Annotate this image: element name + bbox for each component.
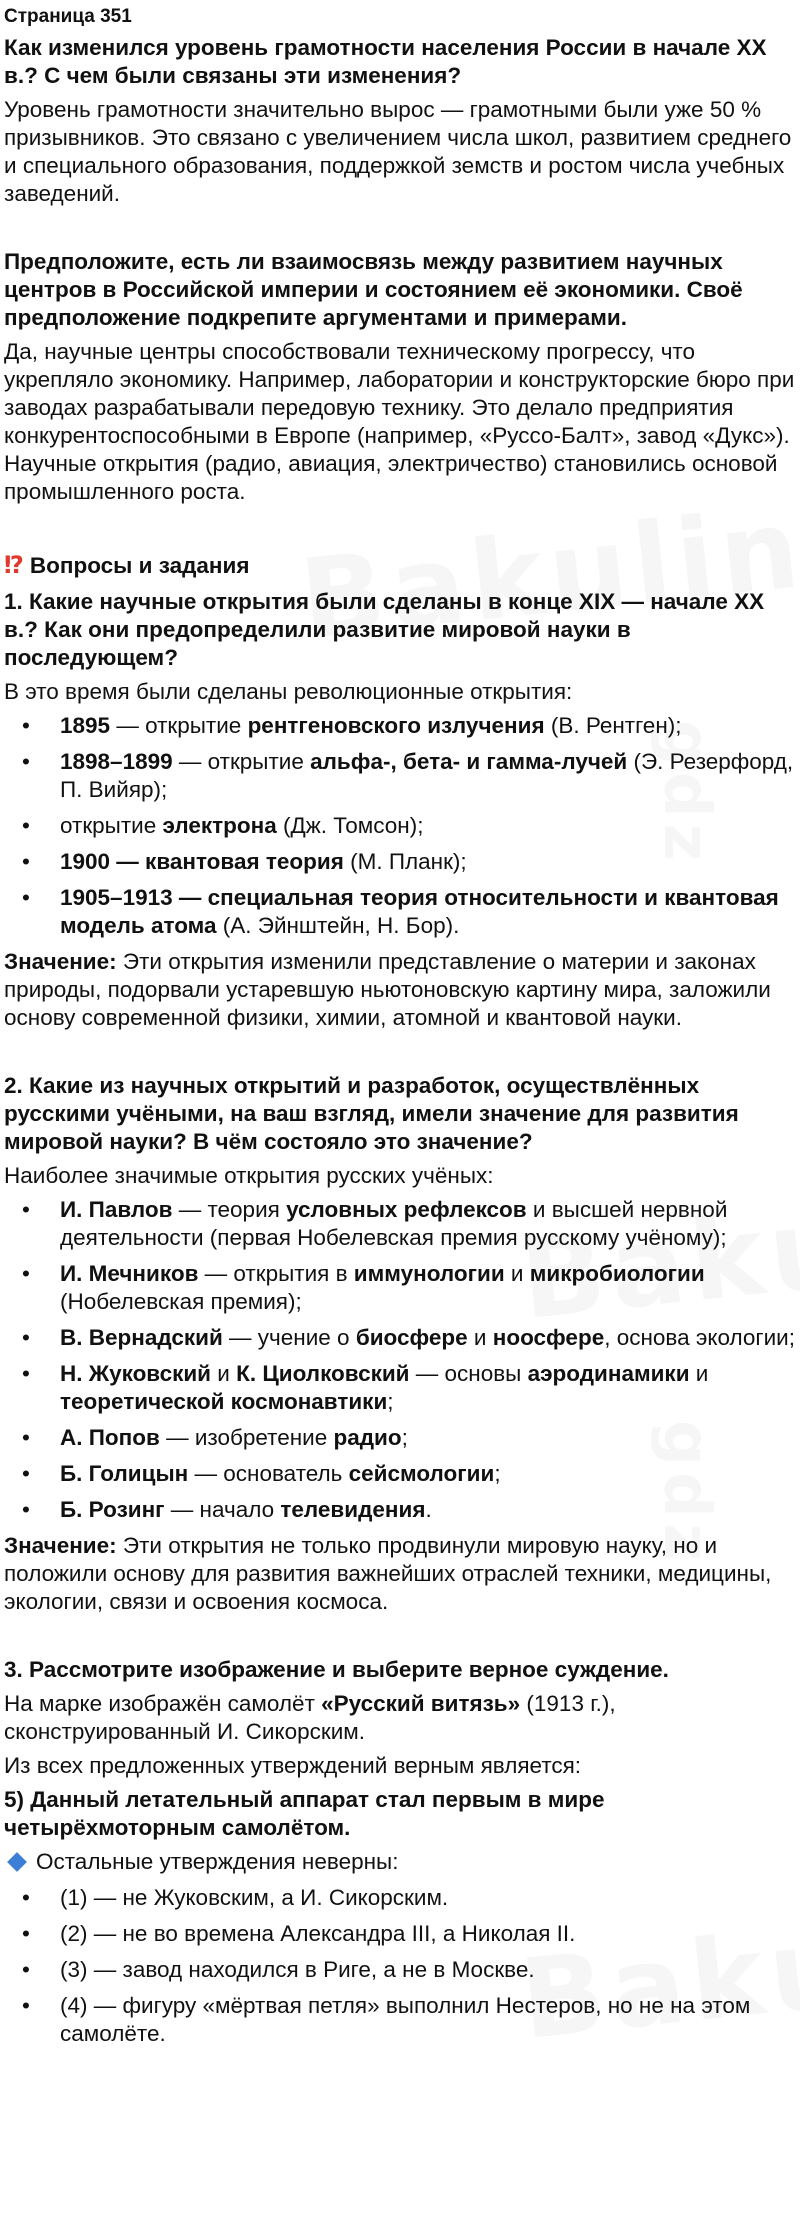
list-item: • (1) — не Жуковским, а И. Сикорским. xyxy=(22,1885,449,1910)
task1-list xyxy=(4,712,796,940)
task1-question: 1. Какие научные открытия были сделаны в конце XIX — начале XX в.? Как они предопределили развитие мировой науки в последующем? xyxy=(4,589,765,670)
blue-diamond-icon xyxy=(7,1852,27,1872)
task3-answer: 5) Данный летательный аппарат стал первым в мире четырёхмоторным самолётом. xyxy=(4,1787,605,1840)
list-item: • 1895 — открытие рентгеновского излучения (В. Рентген); xyxy=(22,713,682,738)
list-item: • Б. Розинг — начало телевидения. xyxy=(22,1497,432,1522)
task2-question: 2. Какие из научных открытий и разработок, осуществлённых русскими учёными, на ваш взгляд, имели значение для развития мировой науки? В чём состояло это значение? xyxy=(4,1073,739,1154)
exclamation-question-icon: ⁉ xyxy=(4,552,22,579)
task3-note: Остальные утверждения неверны: xyxy=(4,1848,796,1876)
intro-answer-1: Уровень грамотности значительно вырос — грамотными были уже 50 % призывников. Это связано с увеличением числа школ, развитием среднего и специального образования, поддержкой земств и ростом числа учебных заведений. xyxy=(4,97,792,206)
task3-paragraph-1: На марке изображён самолёт «Русский витязь» (1913 г.), сконструированный И. Сикорским. xyxy=(4,1691,616,1744)
list-item: • А. Попов — изобретение радио; xyxy=(22,1425,408,1450)
intro-question-2: Предположите, есть ли взаимосвязь между развитием научных центров в Российской империи и состоянием её экономики. Своё предположение подкрепите аргументами и примерами. xyxy=(4,249,743,330)
list-item: • 1905–1913 — специальная теория относительности и квантовая модель атома (А. Эйнштейн, Н. Бор). xyxy=(22,885,779,938)
list-item: • (4) — фигуру «мёртвая петля» выполнил Нестеров, но не на этом самолёте. xyxy=(22,1993,751,2046)
list-item: • 1898–1899 — открытие альфа-, бета- и гамма-лучей (Э. Резерфорд, П. Вийяр); xyxy=(22,749,794,802)
list-item: • 1900 — квантовая теория (М. Планк); xyxy=(22,849,467,874)
list-item: • В. Вернадский — учение о биосфере и ноосфере, основа экологии; xyxy=(22,1325,795,1350)
list-item: • (3) — завод находился в Риге, а не в Москве. xyxy=(22,1957,535,1982)
task1-lead: В это время были сделаны революционные открытия: xyxy=(4,679,573,704)
section-heading xyxy=(4,552,796,580)
task2-lead: Наиболее значимые открытия русских учёных: xyxy=(4,1163,494,1188)
intro-question-1: Как изменился уровень грамотности населения России в начале XX в.? С чем были связаны эти изменения? xyxy=(4,35,767,88)
task1-meaning: Значение: Эти открытия изменили представление о материи и законах природы, подорвали устаревшую ньютоновскую картину мира, заложили основу современной физики, химии, атомной и квантовой науки. xyxy=(4,949,771,1030)
list-item: • Б. Голицын — основатель сейсмологии; xyxy=(22,1461,501,1486)
task3-list xyxy=(4,1884,796,2048)
list-item: • Н. Жуковский и К. Циолковский — основы аэродинамики и теоретической космонавтики; xyxy=(22,1361,709,1414)
section-title: Вопросы и задания xyxy=(29,553,250,578)
list-item: • открытие электрона (Дж. Томсон); xyxy=(22,813,424,838)
task3-question: 3. Рассмотрите изображение и выберите верное суждение. xyxy=(4,1657,669,1682)
list-item: • (2) — не во времена Александра III, а Николая II. xyxy=(22,1921,576,1946)
intro-answer-2: Да, научные центры способствовали техническому прогрессу, что укрепляло экономику. Например, лаборатории и конструкторские бюро при заводах разрабатывали передовую технику. Это делало предприятия конкурентоспособными в Европе (например, «Руссо-Балт», завод «Дукс»). Научные открытия (радио, авиация, электричество) становились основой промышленного роста. xyxy=(4,339,795,504)
list-item: • И. Павлов — теория условных рефлексов и высшей нервной деятельности (первая Нобелевская премия русскому учёному); xyxy=(22,1197,728,1250)
list-item: • И. Мечников — открытия в иммунологии и микробиологии (Нобелевская премия); xyxy=(22,1261,705,1314)
page-title: Страница 351 xyxy=(4,6,132,27)
task3-paragraph-2: Из всех предложенных утверждений верным является: xyxy=(4,1753,582,1778)
task2-meaning: Значение: Эти открытия не только продвинули мировую науку, но и положили основу для развития важнейших отраслей техники, медицины, экологии, связи и освоения космоса. xyxy=(4,1533,772,1614)
task2-list xyxy=(4,1196,796,1524)
